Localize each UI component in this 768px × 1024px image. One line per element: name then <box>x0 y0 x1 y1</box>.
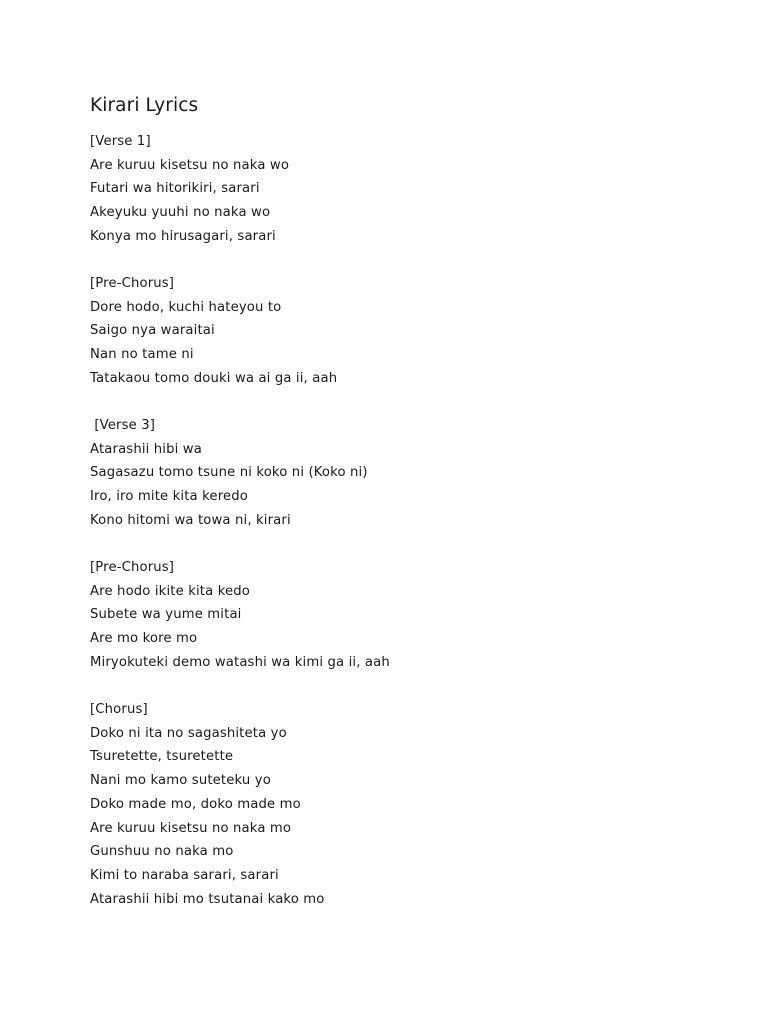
lyric-line: Sagasazu tomo tsune ni koko ni (Koko ni) <box>90 465 368 481</box>
lyric-line: Atarashii hibi mo tsutanai kako mo <box>90 891 325 907</box>
lyric-line: Tatakaou tomo douki wa ai ga ii, aah <box>90 370 338 386</box>
lyric-line: Miryokuteki demo watashi wa kimi ga ii, aah <box>90 654 390 670</box>
section-header: [Chorus] <box>90 702 148 718</box>
lyric-line: Konya mo hirusagari, sarari <box>90 228 276 244</box>
lyric-line: Doko ni ita no sagashiteta yo <box>90 725 287 741</box>
lyrics-section-verse-1 <box>90 130 730 249</box>
lyric-line: Are hodo ikite kita kedo <box>90 583 251 599</box>
lyric-line: Kono hitomi wa towa ni, kirari <box>90 512 291 528</box>
lyric-line: Tsuretette, tsuretette <box>90 749 234 765</box>
lyric-line: Gunshuu no naka mo <box>90 844 234 860</box>
lyric-line: Atarashii hibi wa <box>90 441 202 457</box>
lyric-line: Are kuruu kisetsu no naka mo <box>90 820 292 836</box>
lyric-line: Subete wa yume mitai <box>90 607 242 623</box>
lyric-line: Nani mo kamo suteteku yo <box>90 773 271 789</box>
page-title: Kirari Lyrics <box>90 95 199 116</box>
lyric-line: Dore hodo, kuchi hateyou to <box>90 299 282 315</box>
lyric-line: Nan no tame ni <box>90 347 194 363</box>
lyrics-section-pre-chorus-2 <box>90 556 730 675</box>
section-header: [Verse 3] <box>90 418 156 434</box>
lyrics-section-verse-3 <box>90 414 730 533</box>
section-header: [Verse 1] <box>90 134 151 149</box>
lyric-line: Are kuruu kisetsu no naka wo <box>90 157 290 173</box>
lyric-line: Futari wa hitorikiri, sarari <box>90 181 260 197</box>
lyric-line: Akeyuku yuuhi no naka wo <box>90 205 271 221</box>
lyrics-section-pre-chorus-1 <box>90 272 730 391</box>
lyric-line: Saigo nya waraitai <box>90 323 215 339</box>
lyric-line: Iro, iro mite kita keredo <box>90 489 248 505</box>
lyric-line: Doko made mo, doko made mo <box>90 796 301 812</box>
lyric-line: Are mo kore mo <box>90 631 198 647</box>
section-header: [Pre-Chorus] <box>90 560 175 576</box>
section-header: [Pre-Chorus] <box>90 276 175 292</box>
lyric-line: Kimi to naraba sarari, sarari <box>90 867 279 883</box>
lyrics-page <box>90 94 730 935</box>
lyrics-section-chorus <box>90 698 730 911</box>
